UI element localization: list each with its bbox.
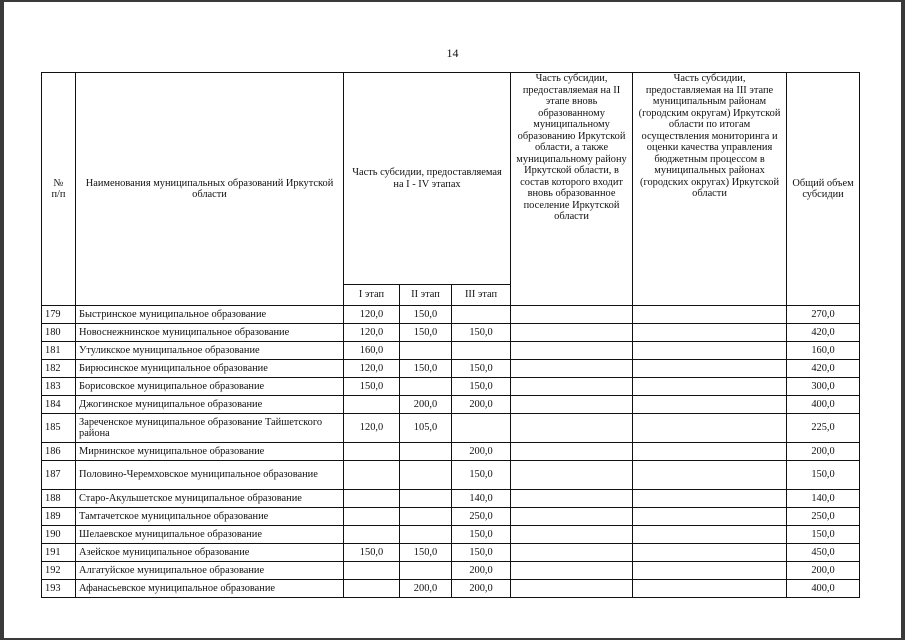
part-ii-value: [511, 580, 633, 598]
stage-1-value: 120,0: [344, 306, 400, 324]
part-iii-value: [633, 580, 787, 598]
row-number: 181: [42, 342, 76, 360]
table-row: [42, 396, 860, 414]
stage-3-value: 250,0: [452, 508, 511, 526]
subsidy-table: [41, 72, 860, 598]
header-name: Наименования муниципальных образований Иркутской области: [76, 73, 344, 306]
row-number: 188: [42, 490, 76, 508]
row-number: 189: [42, 508, 76, 526]
stage-2-value: [400, 443, 452, 461]
part-iii-value: [633, 414, 787, 443]
header-part-ii: Часть субсидии, предоставляемая на II этапе вновь образованному муниципальному образованию Иркутской области, а также муниципальному району Иркутской области, в состав которого входит вновь образованное поселение Иркутской области: [511, 73, 633, 306]
stage-2-value: [400, 526, 452, 544]
municipality-name: Быстринское муниципальное образование: [76, 306, 344, 324]
part-iii-value: [633, 360, 787, 378]
stage-3-value: 200,0: [452, 580, 511, 598]
header-stage-1: I этап: [344, 285, 400, 306]
total-value: 150,0: [787, 526, 860, 544]
stage-3-value: 140,0: [452, 490, 511, 508]
table-row: [42, 526, 860, 544]
table-row: [42, 580, 860, 598]
municipality-name: Половино-Черемховское муниципальное образование: [76, 461, 344, 490]
municipality-name: Борисовское муниципальное образование: [76, 378, 344, 396]
part-iii-value: [633, 378, 787, 396]
stage-1-value: [344, 508, 400, 526]
stage-2-value: 200,0: [400, 580, 452, 598]
stage-2-value: 150,0: [400, 360, 452, 378]
header-part-iii: Часть субсидии, предоставляемая на III этапе муниципальным районам (городским округам) Иркутской области по итогам осуществления мониторинга и оценки качества управления бюджетным процессом в муниципальных районах (городских округах) Иркутской области: [633, 73, 787, 306]
total-value: 420,0: [787, 360, 860, 378]
stage-2-value: 150,0: [400, 306, 452, 324]
part-ii-value: [511, 544, 633, 562]
municipality-name: Азейское муниципальное образование: [76, 544, 344, 562]
part-ii-value: [511, 360, 633, 378]
table-row: [42, 508, 860, 526]
stage-3-value: 150,0: [452, 461, 511, 490]
part-iii-value: [633, 508, 787, 526]
stage-1-value: [344, 562, 400, 580]
part-ii-value: [511, 324, 633, 342]
total-value: 140,0: [787, 490, 860, 508]
table-row: [42, 306, 860, 324]
header-row: [42, 73, 860, 285]
row-number: 191: [42, 544, 76, 562]
part-ii-value: [511, 461, 633, 490]
stage-2-value: [400, 562, 452, 580]
stage-3-value: 150,0: [452, 526, 511, 544]
stage-2-value: [400, 490, 452, 508]
stage-1-value: [344, 396, 400, 414]
part-iii-value: [633, 544, 787, 562]
header-total: Общий объем субсидии: [787, 73, 860, 306]
stage-1-value: [344, 490, 400, 508]
municipality-name: Старо-Акульшетское муниципальное образование: [76, 490, 344, 508]
total-value: 150,0: [787, 461, 860, 490]
part-iii-value: [633, 324, 787, 342]
part-iii-value: [633, 526, 787, 544]
part-ii-value: [511, 490, 633, 508]
row-number: 193: [42, 580, 76, 598]
stage-2-value: 105,0: [400, 414, 452, 443]
table-row: [42, 414, 860, 443]
stage-3-value: 150,0: [452, 378, 511, 396]
stage-1-value: [344, 443, 400, 461]
stage-3-value: 200,0: [452, 396, 511, 414]
row-number: 186: [42, 443, 76, 461]
municipality-name: Шелаевское муниципальное образование: [76, 526, 344, 544]
header-num: № п/п: [42, 73, 76, 306]
municipality-name: Бирюсинское муниципальное образование: [76, 360, 344, 378]
row-number: 182: [42, 360, 76, 378]
stage-1-value: 120,0: [344, 360, 400, 378]
table-row: [42, 342, 860, 360]
total-value: 400,0: [787, 580, 860, 598]
header-stage-3: III этап: [452, 285, 511, 306]
stage-2-value: 150,0: [400, 544, 452, 562]
total-value: 270,0: [787, 306, 860, 324]
municipality-name: Зареченское муниципальное образование Тайшетского района: [76, 414, 344, 443]
stage-3-value: 200,0: [452, 562, 511, 580]
part-iii-value: [633, 461, 787, 490]
table-row: [42, 461, 860, 490]
total-value: 400,0: [787, 396, 860, 414]
part-ii-value: [511, 562, 633, 580]
stage-1-value: 160,0: [344, 342, 400, 360]
part-iii-value: [633, 396, 787, 414]
total-value: 160,0: [787, 342, 860, 360]
stage-3-value: 200,0: [452, 443, 511, 461]
municipality-name: Новоснежнинское муниципальное образование: [76, 324, 344, 342]
row-number: 185: [42, 414, 76, 443]
stage-1-value: [344, 580, 400, 598]
part-ii-value: [511, 526, 633, 544]
stage-1-value: 150,0: [344, 544, 400, 562]
row-number: 180: [42, 324, 76, 342]
table-row: [42, 490, 860, 508]
stage-3-value: [452, 414, 511, 443]
total-value: 300,0: [787, 378, 860, 396]
municipality-name: Мирнинское муниципальное образование: [76, 443, 344, 461]
header-stage-2: II этап: [400, 285, 452, 306]
part-ii-value: [511, 306, 633, 324]
part-ii-value: [511, 508, 633, 526]
stage-2-value: [400, 342, 452, 360]
stage-2-value: [400, 508, 452, 526]
page-number: 14: [446, 46, 459, 60]
municipality-name: Афанасьевское муниципальное образование: [76, 580, 344, 598]
row-number: 183: [42, 378, 76, 396]
stage-2-value: [400, 461, 452, 490]
total-value: 200,0: [787, 562, 860, 580]
stage-1-value: 120,0: [344, 414, 400, 443]
municipality-name: Алгатуйское муниципальное образование: [76, 562, 344, 580]
table-row: [42, 443, 860, 461]
document-page: [4, 2, 901, 638]
stage-1-value: [344, 461, 400, 490]
table-row: [42, 562, 860, 580]
table-row: [42, 324, 860, 342]
part-iii-value: [633, 562, 787, 580]
stage-2-value: [400, 378, 452, 396]
stage-3-value: [452, 342, 511, 360]
total-value: 250,0: [787, 508, 860, 526]
municipality-name: Джогинское муниципальное образование: [76, 396, 344, 414]
table-row: [42, 544, 860, 562]
part-iii-value: [633, 443, 787, 461]
stage-1-value: 120,0: [344, 324, 400, 342]
table-row: [42, 360, 860, 378]
part-ii-value: [511, 396, 633, 414]
total-value: 450,0: [787, 544, 860, 562]
part-iii-value: [633, 306, 787, 324]
stage-3-value: 150,0: [452, 324, 511, 342]
stage-2-value: 150,0: [400, 324, 452, 342]
part-ii-value: [511, 342, 633, 360]
part-ii-value: [511, 378, 633, 396]
row-number: 179: [42, 306, 76, 324]
total-value: 200,0: [787, 443, 860, 461]
row-number: 190: [42, 526, 76, 544]
table-row: [42, 378, 860, 396]
stage-3-value: 150,0: [452, 544, 511, 562]
total-value: 420,0: [787, 324, 860, 342]
row-number: 184: [42, 396, 76, 414]
part-iii-value: [633, 490, 787, 508]
stage-2-value: 200,0: [400, 396, 452, 414]
part-ii-value: [511, 443, 633, 461]
total-value: 225,0: [787, 414, 860, 443]
header-part-i-iv: Часть субсидии, предоставляемая на I - IV этапах: [344, 73, 511, 285]
municipality-name: Утуликское муниципальное образование: [76, 342, 344, 360]
part-iii-value: [633, 342, 787, 360]
stage-1-value: [344, 526, 400, 544]
municipality-name: Тамтачетское муниципальное образование: [76, 508, 344, 526]
stage-3-value: 150,0: [452, 360, 511, 378]
part-ii-value: [511, 414, 633, 443]
stage-3-value: [452, 306, 511, 324]
row-number: 192: [42, 562, 76, 580]
stage-1-value: 150,0: [344, 378, 400, 396]
row-number: 187: [42, 461, 76, 490]
